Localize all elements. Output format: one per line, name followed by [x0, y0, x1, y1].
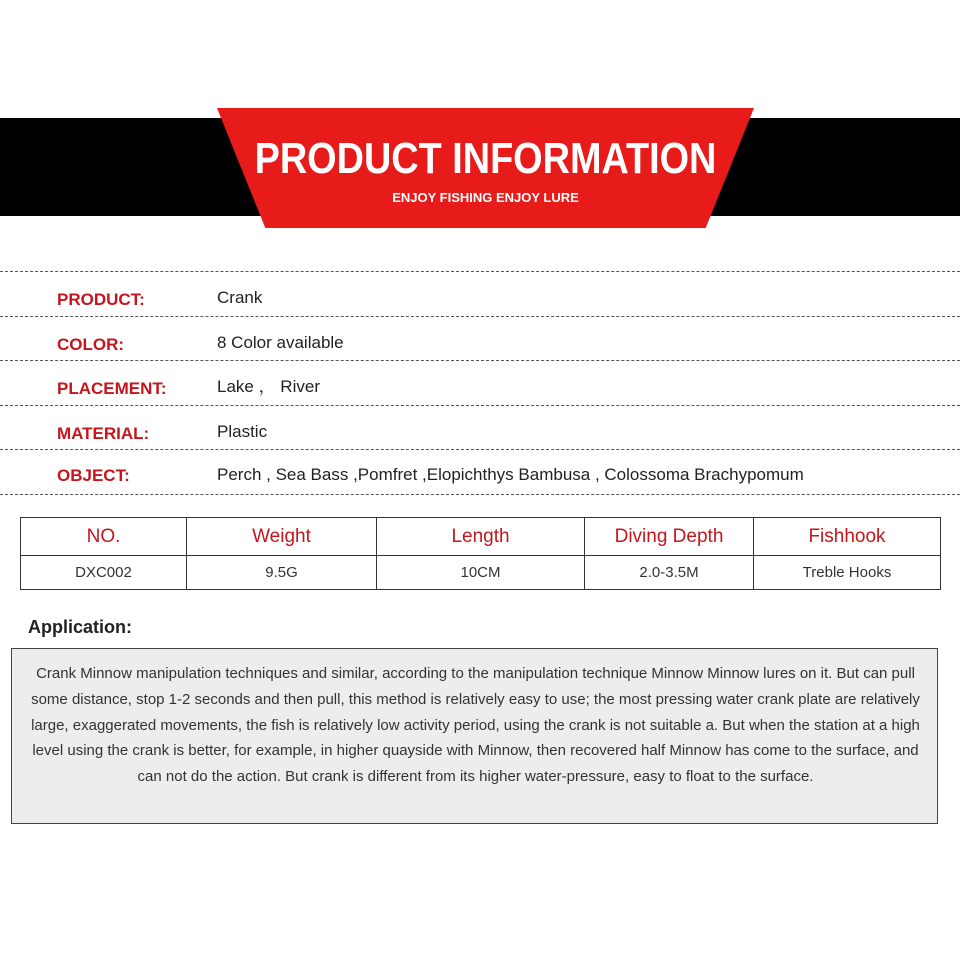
info-value-product: Crank	[217, 288, 263, 307]
spec-cell-length: 10CM	[377, 556, 585, 590]
spec-cell-no: DXC002	[21, 556, 187, 590]
info-value-material: Plastic	[217, 422, 268, 441]
info-value-object: Perch , Sea Bass ,Pomfret ,Elopichthys Bambusa , Colossoma Brachypomum	[217, 465, 804, 484]
spec-header-fishhook: Fishhook	[754, 518, 941, 556]
spec-header-row	[21, 518, 941, 556]
info-label-material: MATERIAL:	[57, 424, 150, 443]
application-heading: Application:	[28, 617, 132, 637]
divider	[0, 494, 960, 495]
application-text-box	[11, 648, 938, 824]
spec-cell-fishhook: Treble Hooks	[754, 556, 941, 590]
divider	[0, 405, 960, 406]
spec-header-diving-depth: Diving Depth	[585, 518, 754, 556]
info-value-color: 8 Color available	[217, 333, 344, 352]
divider	[0, 316, 960, 317]
info-label-product: PRODUCT:	[57, 290, 145, 309]
divider	[0, 449, 960, 450]
info-label-object: OBJECT:	[57, 466, 130, 485]
spec-table	[20, 517, 941, 590]
page-subtitle: ENJOY FISHING ENJOY LURE	[392, 190, 579, 205]
info-label-color: COLOR:	[57, 335, 125, 354]
application-text: Crank Minnow manipulation techniques and similar, according to the manipulation technique Minnow Minnow lures on it. But can pull some distance, stop 1-2 seconds and then pull, this method is relatively easy to use; the most pressing water crank plate are relatively large, exaggerated movements, the fish is relatively low activity period, using the crank is not suitable a. But when the station at a high level using the crank is better, for example, in higher quayside with Minnow, then recovered half Minnow has come to the surface, and can not do the action. But crank is different from its higher water-pressure, easy to float to the surface.	[31, 665, 920, 786]
spec-header-no: NO.	[21, 518, 187, 556]
spec-cell-weight: 9.5G	[187, 556, 377, 590]
info-value-placement: Lake ， River	[217, 377, 320, 396]
divider	[0, 271, 960, 272]
spec-header-weight: Weight	[187, 518, 377, 556]
spec-cell-diving-depth: 2.0-3.5M	[585, 556, 754, 590]
page-title: PRODUCT INFORMATION	[254, 134, 717, 183]
spec-header-length: Length	[377, 518, 585, 556]
divider	[0, 360, 960, 361]
spec-data-row	[21, 556, 941, 590]
info-label-placement: PLACEMENT:	[57, 379, 167, 398]
